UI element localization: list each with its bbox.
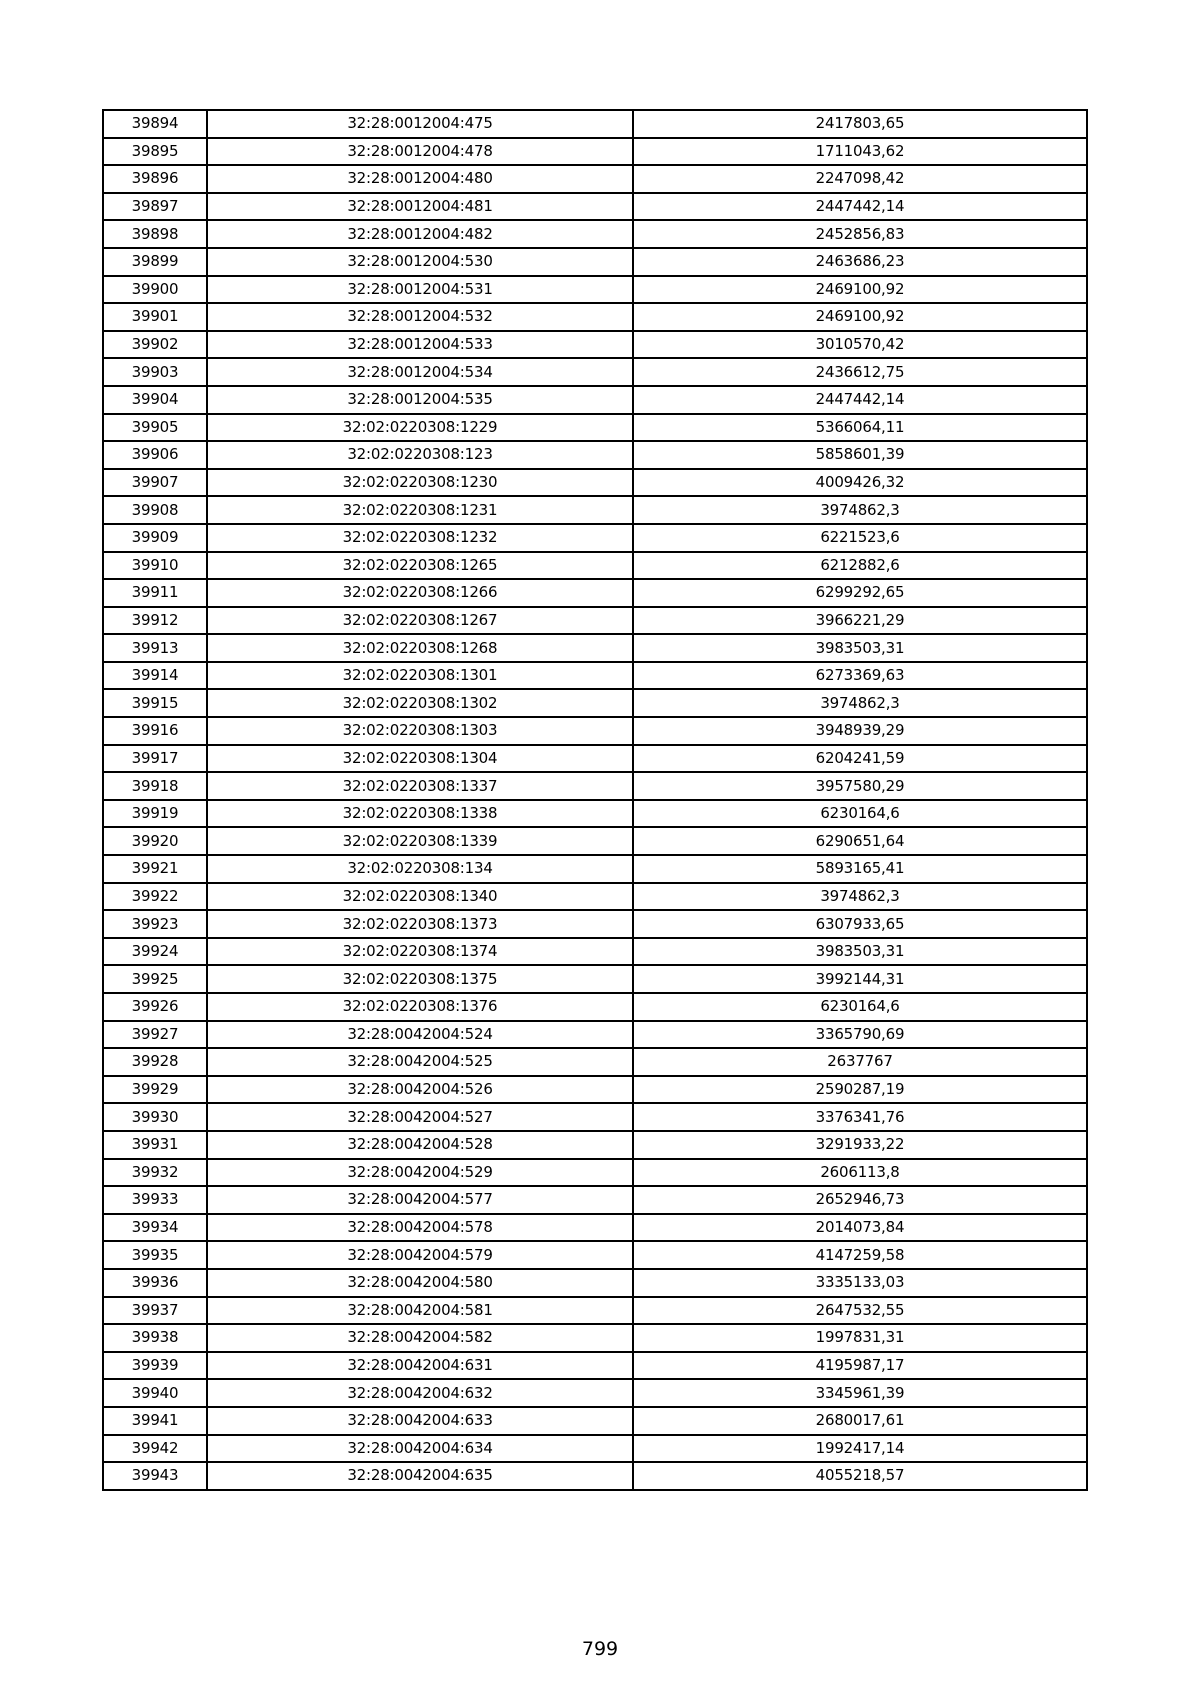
table-row bbox=[103, 552, 1087, 580]
row-number-cell: 39898 bbox=[103, 220, 207, 248]
cadastral-number-cell: 32:02:0220308:1303 bbox=[207, 717, 633, 745]
value-cell: 6212882,6 bbox=[633, 552, 1087, 580]
table-row bbox=[103, 193, 1087, 221]
cadastral-number-cell: 32:02:0220308:1268 bbox=[207, 634, 633, 662]
row-number-cell: 39930 bbox=[103, 1103, 207, 1131]
value-cell: 1711043,62 bbox=[633, 138, 1087, 166]
row-number-cell: 39922 bbox=[103, 883, 207, 911]
row-number-cell: 39919 bbox=[103, 800, 207, 828]
value-cell: 6299292,65 bbox=[633, 579, 1087, 607]
row-number-cell: 39940 bbox=[103, 1379, 207, 1407]
cadastral-number-cell: 32:28:0042004:526 bbox=[207, 1076, 633, 1104]
value-cell: 2647532,55 bbox=[633, 1297, 1087, 1325]
cadastral-number-cell: 32:02:0220308:1337 bbox=[207, 772, 633, 800]
row-number-cell: 39931 bbox=[103, 1131, 207, 1159]
table-row bbox=[103, 248, 1087, 276]
value-cell: 3974862,3 bbox=[633, 496, 1087, 524]
value-cell: 6307933,65 bbox=[633, 910, 1087, 938]
row-number-cell: 39895 bbox=[103, 138, 207, 166]
table-row bbox=[103, 1048, 1087, 1076]
cadastral-number-cell: 32:02:0220308:1339 bbox=[207, 827, 633, 855]
cadastral-number-cell: 32:28:0042004:632 bbox=[207, 1379, 633, 1407]
table-row bbox=[103, 827, 1087, 855]
row-number-cell: 39902 bbox=[103, 331, 207, 359]
row-number-cell: 39924 bbox=[103, 938, 207, 966]
value-cell: 2247098,42 bbox=[633, 165, 1087, 193]
cadastral-number-cell: 32:28:0042004:635 bbox=[207, 1462, 633, 1490]
cadastral-number-cell: 32:28:0042004:580 bbox=[207, 1269, 633, 1297]
value-cell: 2680017,61 bbox=[633, 1407, 1087, 1435]
row-number-cell: 39918 bbox=[103, 772, 207, 800]
value-cell: 2447442,14 bbox=[633, 193, 1087, 221]
row-number-cell: 39904 bbox=[103, 386, 207, 414]
table-row bbox=[103, 993, 1087, 1021]
table-row bbox=[103, 883, 1087, 911]
table-row bbox=[103, 800, 1087, 828]
value-cell: 3948939,29 bbox=[633, 717, 1087, 745]
value-cell: 3365790,69 bbox=[633, 1021, 1087, 1049]
row-number-cell: 39923 bbox=[103, 910, 207, 938]
value-cell: 1997831,31 bbox=[633, 1324, 1087, 1352]
table-row bbox=[103, 441, 1087, 469]
cadastral-number-cell: 32:28:0042004:525 bbox=[207, 1048, 633, 1076]
row-number-cell: 39912 bbox=[103, 607, 207, 635]
cadastral-number-cell: 32:02:0220308:1230 bbox=[207, 469, 633, 497]
table-row bbox=[103, 386, 1087, 414]
value-cell: 3992144,31 bbox=[633, 965, 1087, 993]
value-cell: 5366064,11 bbox=[633, 414, 1087, 442]
value-cell: 2447442,14 bbox=[633, 386, 1087, 414]
cadastral-number-cell: 32:28:0042004:633 bbox=[207, 1407, 633, 1435]
row-number-cell: 39925 bbox=[103, 965, 207, 993]
value-cell: 2463686,23 bbox=[633, 248, 1087, 276]
cadastral-number-cell: 32:28:0012004:475 bbox=[207, 110, 633, 138]
table-row bbox=[103, 855, 1087, 883]
row-number-cell: 39907 bbox=[103, 469, 207, 497]
row-number-cell: 39921 bbox=[103, 855, 207, 883]
row-number-cell: 39933 bbox=[103, 1186, 207, 1214]
cadastral-number-cell: 32:28:0042004:582 bbox=[207, 1324, 633, 1352]
row-number-cell: 39942 bbox=[103, 1435, 207, 1463]
cadastral-value-table bbox=[102, 109, 1088, 1491]
row-number-cell: 39939 bbox=[103, 1352, 207, 1380]
value-cell: 2606113,8 bbox=[633, 1159, 1087, 1187]
table-row bbox=[103, 689, 1087, 717]
table-row bbox=[103, 1407, 1087, 1435]
row-number-cell: 39941 bbox=[103, 1407, 207, 1435]
value-cell: 2637767 bbox=[633, 1048, 1087, 1076]
row-number-cell: 39934 bbox=[103, 1214, 207, 1242]
value-cell: 3966221,29 bbox=[633, 607, 1087, 635]
row-number-cell: 39916 bbox=[103, 717, 207, 745]
cadastral-number-cell: 32:28:0042004:527 bbox=[207, 1103, 633, 1131]
table-row bbox=[103, 1131, 1087, 1159]
value-cell: 2014073,84 bbox=[633, 1214, 1087, 1242]
row-number-cell: 39911 bbox=[103, 579, 207, 607]
row-number-cell: 39936 bbox=[103, 1269, 207, 1297]
value-cell: 3983503,31 bbox=[633, 634, 1087, 662]
cadastral-number-cell: 32:28:0042004:631 bbox=[207, 1352, 633, 1380]
value-cell: 2652946,73 bbox=[633, 1186, 1087, 1214]
row-number-cell: 39894 bbox=[103, 110, 207, 138]
cadastral-number-cell: 32:02:0220308:1229 bbox=[207, 414, 633, 442]
table-row bbox=[103, 662, 1087, 690]
value-cell: 3974862,3 bbox=[633, 689, 1087, 717]
cadastral-number-cell: 32:28:0042004:578 bbox=[207, 1214, 633, 1242]
cadastral-number-cell: 32:28:0042004:529 bbox=[207, 1159, 633, 1187]
cadastral-number-cell: 32:02:0220308:123 bbox=[207, 441, 633, 469]
table-row bbox=[103, 1462, 1087, 1490]
value-cell: 5893165,41 bbox=[633, 855, 1087, 883]
value-cell: 3957580,29 bbox=[633, 772, 1087, 800]
value-cell: 3010570,42 bbox=[633, 331, 1087, 359]
cadastral-number-cell: 32:02:0220308:1301 bbox=[207, 662, 633, 690]
value-cell: 6273369,63 bbox=[633, 662, 1087, 690]
table-row bbox=[103, 1269, 1087, 1297]
value-cell: 6204241,59 bbox=[633, 745, 1087, 773]
table-row bbox=[103, 1297, 1087, 1325]
value-cell: 6221523,6 bbox=[633, 524, 1087, 552]
table-row bbox=[103, 303, 1087, 331]
value-cell: 3291933,22 bbox=[633, 1131, 1087, 1159]
cadastral-number-cell: 32:02:0220308:1304 bbox=[207, 745, 633, 773]
row-number-cell: 39929 bbox=[103, 1076, 207, 1104]
table-row bbox=[103, 634, 1087, 662]
table-row bbox=[103, 524, 1087, 552]
row-number-cell: 39901 bbox=[103, 303, 207, 331]
table-row bbox=[103, 1214, 1087, 1242]
cadastral-number-cell: 32:02:0220308:1340 bbox=[207, 883, 633, 911]
row-number-cell: 39899 bbox=[103, 248, 207, 276]
table-row bbox=[103, 469, 1087, 497]
value-cell: 2436612,75 bbox=[633, 358, 1087, 386]
row-number-cell: 39927 bbox=[103, 1021, 207, 1049]
value-cell: 1992417,14 bbox=[633, 1435, 1087, 1463]
row-number-cell: 39938 bbox=[103, 1324, 207, 1352]
value-cell: 6230164,6 bbox=[633, 993, 1087, 1021]
cadastral-number-cell: 32:02:0220308:1232 bbox=[207, 524, 633, 552]
table-row bbox=[103, 1241, 1087, 1269]
table-row bbox=[103, 276, 1087, 304]
cadastral-number-cell: 32:28:0012004:478 bbox=[207, 138, 633, 166]
cadastral-number-cell: 32:28:0012004:535 bbox=[207, 386, 633, 414]
table-row bbox=[103, 496, 1087, 524]
value-cell: 6290651,64 bbox=[633, 827, 1087, 855]
row-number-cell: 39913 bbox=[103, 634, 207, 662]
value-cell: 5858601,39 bbox=[633, 441, 1087, 469]
cadastral-number-cell: 32:28:0042004:634 bbox=[207, 1435, 633, 1463]
table-row bbox=[103, 745, 1087, 773]
table-row bbox=[103, 1435, 1087, 1463]
table-row bbox=[103, 331, 1087, 359]
cadastral-number-cell: 32:28:0042004:524 bbox=[207, 1021, 633, 1049]
row-number-cell: 39896 bbox=[103, 165, 207, 193]
cadastral-number-cell: 32:02:0220308:1266 bbox=[207, 579, 633, 607]
row-number-cell: 39917 bbox=[103, 745, 207, 773]
row-number-cell: 39909 bbox=[103, 524, 207, 552]
cadastral-number-cell: 32:28:0042004:581 bbox=[207, 1297, 633, 1325]
value-cell: 2469100,92 bbox=[633, 276, 1087, 304]
cadastral-number-cell: 32:28:0042004:528 bbox=[207, 1131, 633, 1159]
table-row bbox=[103, 965, 1087, 993]
table-row bbox=[103, 772, 1087, 800]
table-row bbox=[103, 220, 1087, 248]
cadastral-number-cell: 32:28:0012004:533 bbox=[207, 331, 633, 359]
table-row bbox=[103, 910, 1087, 938]
row-number-cell: 39937 bbox=[103, 1297, 207, 1325]
row-number-cell: 39914 bbox=[103, 662, 207, 690]
cadastral-number-cell: 32:28:0012004:531 bbox=[207, 276, 633, 304]
table-body bbox=[103, 110, 1087, 1490]
value-cell: 6230164,6 bbox=[633, 800, 1087, 828]
value-cell: 2417803,65 bbox=[633, 110, 1087, 138]
cadastral-number-cell: 32:28:0012004:481 bbox=[207, 193, 633, 221]
value-cell: 2469100,92 bbox=[633, 303, 1087, 331]
cadastral-number-cell: 32:02:0220308:1373 bbox=[207, 910, 633, 938]
table-row bbox=[103, 1324, 1087, 1352]
value-cell: 2452856,83 bbox=[633, 220, 1087, 248]
row-number-cell: 39932 bbox=[103, 1159, 207, 1187]
cadastral-number-cell: 32:02:0220308:1267 bbox=[207, 607, 633, 635]
page-number: 799 bbox=[581, 1638, 619, 1660]
row-number-cell: 39920 bbox=[103, 827, 207, 855]
table-row bbox=[103, 717, 1087, 745]
table-row bbox=[103, 1186, 1087, 1214]
table-row bbox=[103, 1352, 1087, 1380]
table-row bbox=[103, 110, 1087, 138]
cadastral-number-cell: 32:28:0012004:480 bbox=[207, 165, 633, 193]
value-cell: 3974862,3 bbox=[633, 883, 1087, 911]
cadastral-number-cell: 32:28:0012004:534 bbox=[207, 358, 633, 386]
row-number-cell: 39905 bbox=[103, 414, 207, 442]
value-cell: 3376341,76 bbox=[633, 1103, 1087, 1131]
cadastral-number-cell: 32:02:0220308:1231 bbox=[207, 496, 633, 524]
table-row bbox=[103, 1103, 1087, 1131]
row-number-cell: 39943 bbox=[103, 1462, 207, 1490]
cadastral-number-cell: 32:28:0042004:577 bbox=[207, 1186, 633, 1214]
row-number-cell: 39900 bbox=[103, 276, 207, 304]
table-row bbox=[103, 414, 1087, 442]
cadastral-number-cell: 32:28:0042004:579 bbox=[207, 1241, 633, 1269]
table-row bbox=[103, 1021, 1087, 1049]
value-cell: 4195987,17 bbox=[633, 1352, 1087, 1380]
table-row bbox=[103, 165, 1087, 193]
row-number-cell: 39935 bbox=[103, 1241, 207, 1269]
value-cell: 4055218,57 bbox=[633, 1462, 1087, 1490]
table-row bbox=[103, 607, 1087, 635]
value-cell: 4147259,58 bbox=[633, 1241, 1087, 1269]
table-row bbox=[103, 1379, 1087, 1407]
row-number-cell: 39908 bbox=[103, 496, 207, 524]
cadastral-number-cell: 32:02:0220308:1375 bbox=[207, 965, 633, 993]
value-cell: 3345961,39 bbox=[633, 1379, 1087, 1407]
value-cell: 3983503,31 bbox=[633, 938, 1087, 966]
row-number-cell: 39926 bbox=[103, 993, 207, 1021]
row-number-cell: 39906 bbox=[103, 441, 207, 469]
cadastral-number-cell: 32:28:0012004:532 bbox=[207, 303, 633, 331]
value-cell: 4009426,32 bbox=[633, 469, 1087, 497]
value-cell: 2590287,19 bbox=[633, 1076, 1087, 1104]
cadastral-number-cell: 32:02:0220308:1302 bbox=[207, 689, 633, 717]
row-number-cell: 39928 bbox=[103, 1048, 207, 1076]
table-row bbox=[103, 579, 1087, 607]
cadastral-number-cell: 32:02:0220308:1265 bbox=[207, 552, 633, 580]
row-number-cell: 39903 bbox=[103, 358, 207, 386]
cadastral-number-cell: 32:02:0220308:1374 bbox=[207, 938, 633, 966]
value-cell: 3335133,03 bbox=[633, 1269, 1087, 1297]
cadastral-number-cell: 32:02:0220308:1376 bbox=[207, 993, 633, 1021]
row-number-cell: 39910 bbox=[103, 552, 207, 580]
cadastral-number-cell: 32:28:0012004:482 bbox=[207, 220, 633, 248]
cadastral-number-cell: 32:02:0220308:134 bbox=[207, 855, 633, 883]
cadastral-number-cell: 32:02:0220308:1338 bbox=[207, 800, 633, 828]
table-row bbox=[103, 938, 1087, 966]
table-row bbox=[103, 1076, 1087, 1104]
table-row bbox=[103, 138, 1087, 166]
row-number-cell: 39897 bbox=[103, 193, 207, 221]
row-number-cell: 39915 bbox=[103, 689, 207, 717]
cadastral-number-cell: 32:28:0012004:530 bbox=[207, 248, 633, 276]
table-row bbox=[103, 358, 1087, 386]
table-row bbox=[103, 1159, 1087, 1187]
